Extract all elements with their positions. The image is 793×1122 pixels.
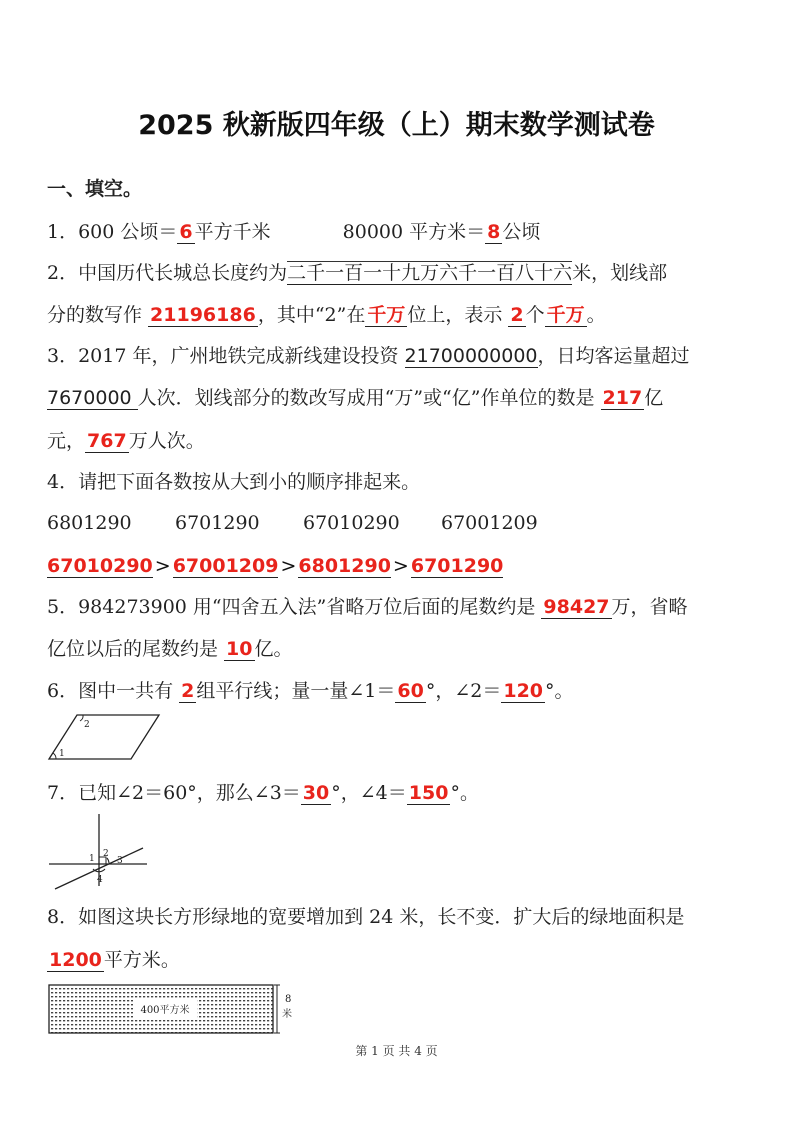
question-text: 80000 平方米＝: [342, 221, 486, 243]
question-number: 5．: [47, 596, 79, 618]
answer-blank: 10: [226, 638, 253, 660]
answer-blank: 6: [179, 221, 193, 243]
answer-blank: 60: [397, 680, 424, 702]
answer-blank: 21196186: [150, 304, 256, 326]
angle-label: 3: [117, 856, 123, 866]
question-text: ，日均客运量超过: [537, 345, 690, 367]
question-2-line-2: [47, 301, 606, 329]
question-3-line-2: [47, 384, 663, 412]
greater-than-sign: >: [280, 555, 297, 577]
question-text: 600 公顷＝: [78, 221, 178, 243]
question-number: 8．: [47, 906, 79, 928]
page-footer: 第 1 页 共 4 页: [355, 1044, 438, 1058]
answer-blank: 6801290: [298, 555, 391, 577]
question-text: 人次．划线部分的数改写成用“万”或“亿”作单位的数是: [137, 387, 601, 409]
question-6: [47, 677, 574, 705]
question-number: 4．: [47, 471, 79, 493]
question-text: °。: [450, 782, 479, 804]
question-number: 2．: [47, 262, 79, 284]
question-text: 。: [586, 304, 606, 326]
question-text: 如图这块长方形绿地的宽要增加到 24 米，长不变．扩大后的绿地面积是: [78, 906, 685, 928]
question-text: 亿。: [254, 638, 293, 660]
underlined-number: 21700000000: [404, 345, 538, 367]
question-text: 亿位以后的尾数约是: [47, 638, 225, 660]
question-text: 平方千米: [194, 221, 271, 243]
question-text: 分的数写作: [47, 304, 149, 326]
width-unit-label: 米: [282, 1009, 292, 1020]
question-8-line-2: [47, 946, 180, 974]
answer-blank: 8: [487, 221, 501, 243]
question-text: 请把下面各数按从大到小的顺序排起来。: [78, 471, 421, 493]
answer-blank: 217: [602, 387, 643, 409]
question-number: 7．: [47, 782, 79, 804]
question-text: 元，: [47, 430, 86, 452]
question-7: [47, 779, 479, 807]
question-3-line-1: [47, 342, 690, 370]
question-number: 3．: [47, 345, 79, 367]
question-text: 米，划线部: [572, 262, 668, 284]
question-text: 亿: [644, 387, 664, 409]
question-text: 公顷: [502, 221, 541, 243]
angle-1-arc: [53, 753, 56, 759]
rectangle-field-figure: [47, 983, 297, 1035]
answer-blank: 千万: [546, 304, 585, 326]
question-text: 984273900 用“四舍五入法”省略万位后面的尾数约是: [78, 596, 542, 618]
answer-blank: 千万: [367, 304, 406, 326]
number-list: [47, 509, 538, 537]
answer-blank: 150: [408, 782, 449, 804]
question-8-line-1: [47, 903, 684, 931]
answer-blank: 1200: [49, 949, 102, 971]
question-text: 平方米。: [103, 949, 180, 971]
question-5-line-2: [47, 635, 293, 663]
answer-blank: 98427: [543, 596, 610, 618]
angle-label: 1: [59, 749, 65, 759]
question-4: [47, 468, 420, 496]
question-text: ，其中“2”在: [257, 304, 366, 326]
number-item: 6701290: [175, 512, 260, 534]
question-text: 组平行线；量一量∠1＝: [196, 680, 396, 702]
answer-blank: 6701290: [410, 555, 504, 577]
question-text: °，∠2＝: [425, 680, 502, 702]
area-label: 400平方米: [140, 1005, 190, 1016]
question-text: 个: [525, 304, 545, 326]
page-title: 2025 秋新版四年级（上）期末数学测试卷: [138, 110, 655, 141]
underlined-number: 7670000: [47, 387, 138, 410]
angle-label: 2: [84, 720, 90, 730]
angle-label: 4: [97, 875, 103, 885]
ordered-answer: [47, 552, 503, 580]
angle-label: 2: [103, 849, 109, 859]
answer-blank: 2: [181, 680, 195, 702]
answer-blank: 767: [87, 430, 127, 452]
parallelogram-shape: [49, 715, 159, 759]
answer-blank: 30: [302, 782, 330, 804]
width-label: 8: [285, 994, 292, 1005]
number-item: 6801290: [47, 512, 132, 534]
question-number: 1．: [47, 221, 79, 243]
question-text: 图中一共有: [78, 680, 180, 702]
question-text: 万人次。: [128, 430, 205, 452]
question-text: °。: [545, 680, 574, 702]
greater-than-sign: >: [392, 555, 409, 577]
answer-blank: 120: [503, 680, 544, 702]
question-2-line-1: [47, 259, 667, 287]
answer-blank: 67010290: [47, 555, 153, 577]
question-5-line-1: [47, 593, 688, 621]
question-text: 2017 年，广州地铁完成新线建设投资: [78, 345, 405, 367]
angle-2-arc: [80, 715, 83, 721]
question-3-line-3: [47, 427, 205, 455]
number-item: 67001209: [441, 512, 538, 534]
number-item: 67010290: [303, 512, 400, 534]
angle-label: 1: [89, 854, 95, 864]
question-text: 万，省略: [611, 596, 688, 618]
answer-blank: 2: [510, 304, 524, 326]
underlined-text: 二千一百一十九万六千一百八十六: [287, 262, 573, 284]
section-heading: 一、填空。: [47, 178, 143, 200]
intersecting-lines-figure: [47, 814, 151, 892]
question-1: [47, 218, 540, 246]
answer-blank: 67001209: [172, 555, 279, 577]
question-text: °，∠4＝: [331, 782, 407, 804]
greater-than-sign: >: [154, 555, 171, 577]
question-text: 位上，表示: [407, 304, 509, 326]
parallelogram-figure: [47, 712, 163, 762]
question-number: 6．: [47, 680, 79, 702]
question-text: 中国历代长城总长度约为: [78, 262, 288, 284]
question-text: 已知∠2＝60°，那么∠3＝: [78, 782, 301, 804]
